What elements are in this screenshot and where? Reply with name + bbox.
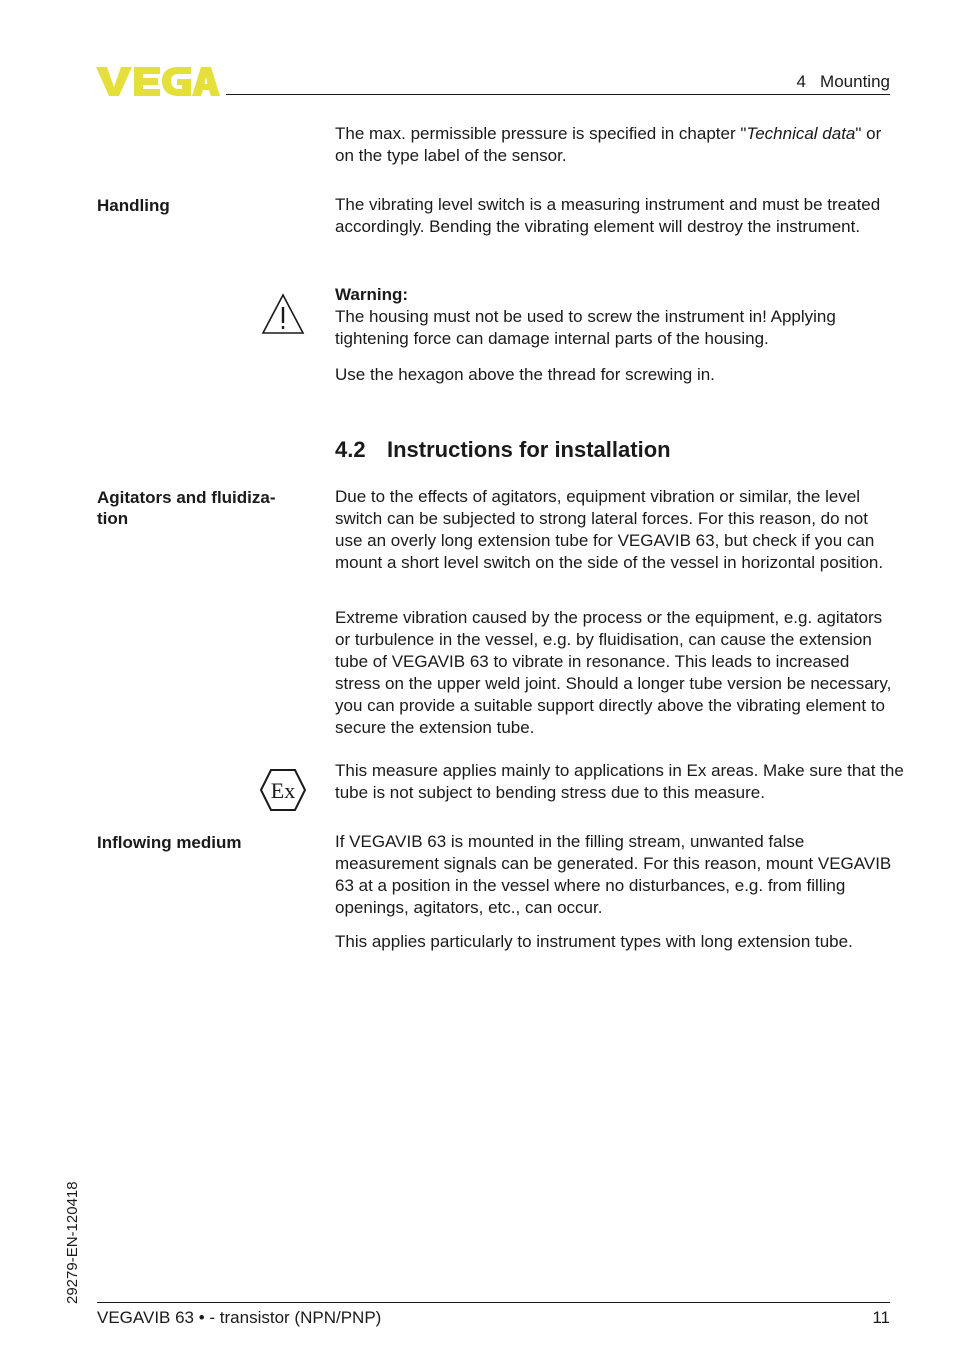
- section-heading: [335, 437, 671, 463]
- ex-note: [335, 760, 910, 804]
- ex-hexagon-icon: [259, 768, 307, 812]
- footer-rule: [97, 1302, 890, 1303]
- inflowing-paragraph-1: [335, 831, 895, 919]
- svg-text:Ex: Ex: [270, 778, 296, 803]
- section-title: Instructions for installation: [387, 437, 671, 462]
- agitators-label-line2: tion: [97, 509, 129, 528]
- section-number: 4.2: [335, 437, 366, 462]
- intro-text-before: The max. permissible pressure is specified in chapter ": [335, 124, 747, 143]
- handling-text: The vibrating level switch is a measuring instrument and must be treated accordingly. Bending the vibrating element will destroy the instrument.: [335, 195, 881, 236]
- agitators-text-1: Due to the effects of agitators, equipment vibration or similar, the level switch can be subjected to strong lateral forces. For this reason, do not use an overly long extension tube for VEGAVIB 63, but check if you can mount a short level switch on the side of the vessel in horizontal position.: [335, 487, 884, 572]
- inflowing-label: Inflowing medium: [97, 833, 242, 852]
- warning-triangle-icon: [261, 293, 305, 335]
- header-rule: [226, 94, 890, 95]
- agitators-label: [97, 487, 317, 529]
- hexagon-note: [335, 364, 895, 386]
- inflowing-text-2: This applies particularly to instrument types with long extension tube.: [335, 932, 853, 951]
- agitators-text-2: Extreme vibration caused by the process or the equipment, e.g. agitators or turbulence in the vessel, e.g. by fluidisation, can cause the extension tube of VEGAVIB 63 to vibrate in resonance. This leads to increased stress on the upper weld joint. Should a longer tube version be necessary, you can provide a suitable support directly above the vibrating element to secure the extension tube.: [335, 608, 892, 737]
- hexagon-note-text: Use the hexagon above the thread for screwing in.: [335, 365, 715, 384]
- vega-logo: [96, 64, 220, 98]
- footer-product: VEGAVIB 63 • - transistor (NPN/PNP): [97, 1308, 382, 1327]
- page-number: 11: [872, 1308, 890, 1327]
- document-number: 29279-EN-120418: [64, 1181, 81, 1304]
- inflowing-paragraph-2: [335, 931, 895, 953]
- ex-note-text: This measure applies mainly to applications in Ex areas. Make sure that the tube is not subject to bending stress due to this measure.: [335, 761, 904, 802]
- agitators-label-line1: Agitators and fluidiza-: [97, 488, 276, 507]
- inflowing-text-1: If VEGAVIB 63 is mounted in the filling stream, unwanted false measurement signals can be generated. For this reason, mount VEGAVIB 63 at a position in the vessel where no disturbances, e.g. from filling openings, agitators, etc., can occur.: [335, 832, 892, 917]
- warning-title: Warning:: [335, 285, 409, 304]
- intro-text-after: " or on the type label of the sensor.: [335, 124, 882, 165]
- intro-chapter-ref: Technical data: [746, 124, 856, 143]
- warning-block: [335, 284, 895, 350]
- agitators-paragraph-1: [335, 486, 895, 574]
- agitators-paragraph-2: [335, 607, 895, 739]
- intro-paragraph: [335, 123, 895, 167]
- chapter-header: 4 Mounting: [796, 72, 890, 91]
- warning-text: The housing must not be used to screw the instrument in! Applying tightening force can damage internal parts of the housing.: [335, 307, 836, 348]
- handling-paragraph: [335, 194, 895, 238]
- handling-label: Handling: [97, 196, 170, 215]
